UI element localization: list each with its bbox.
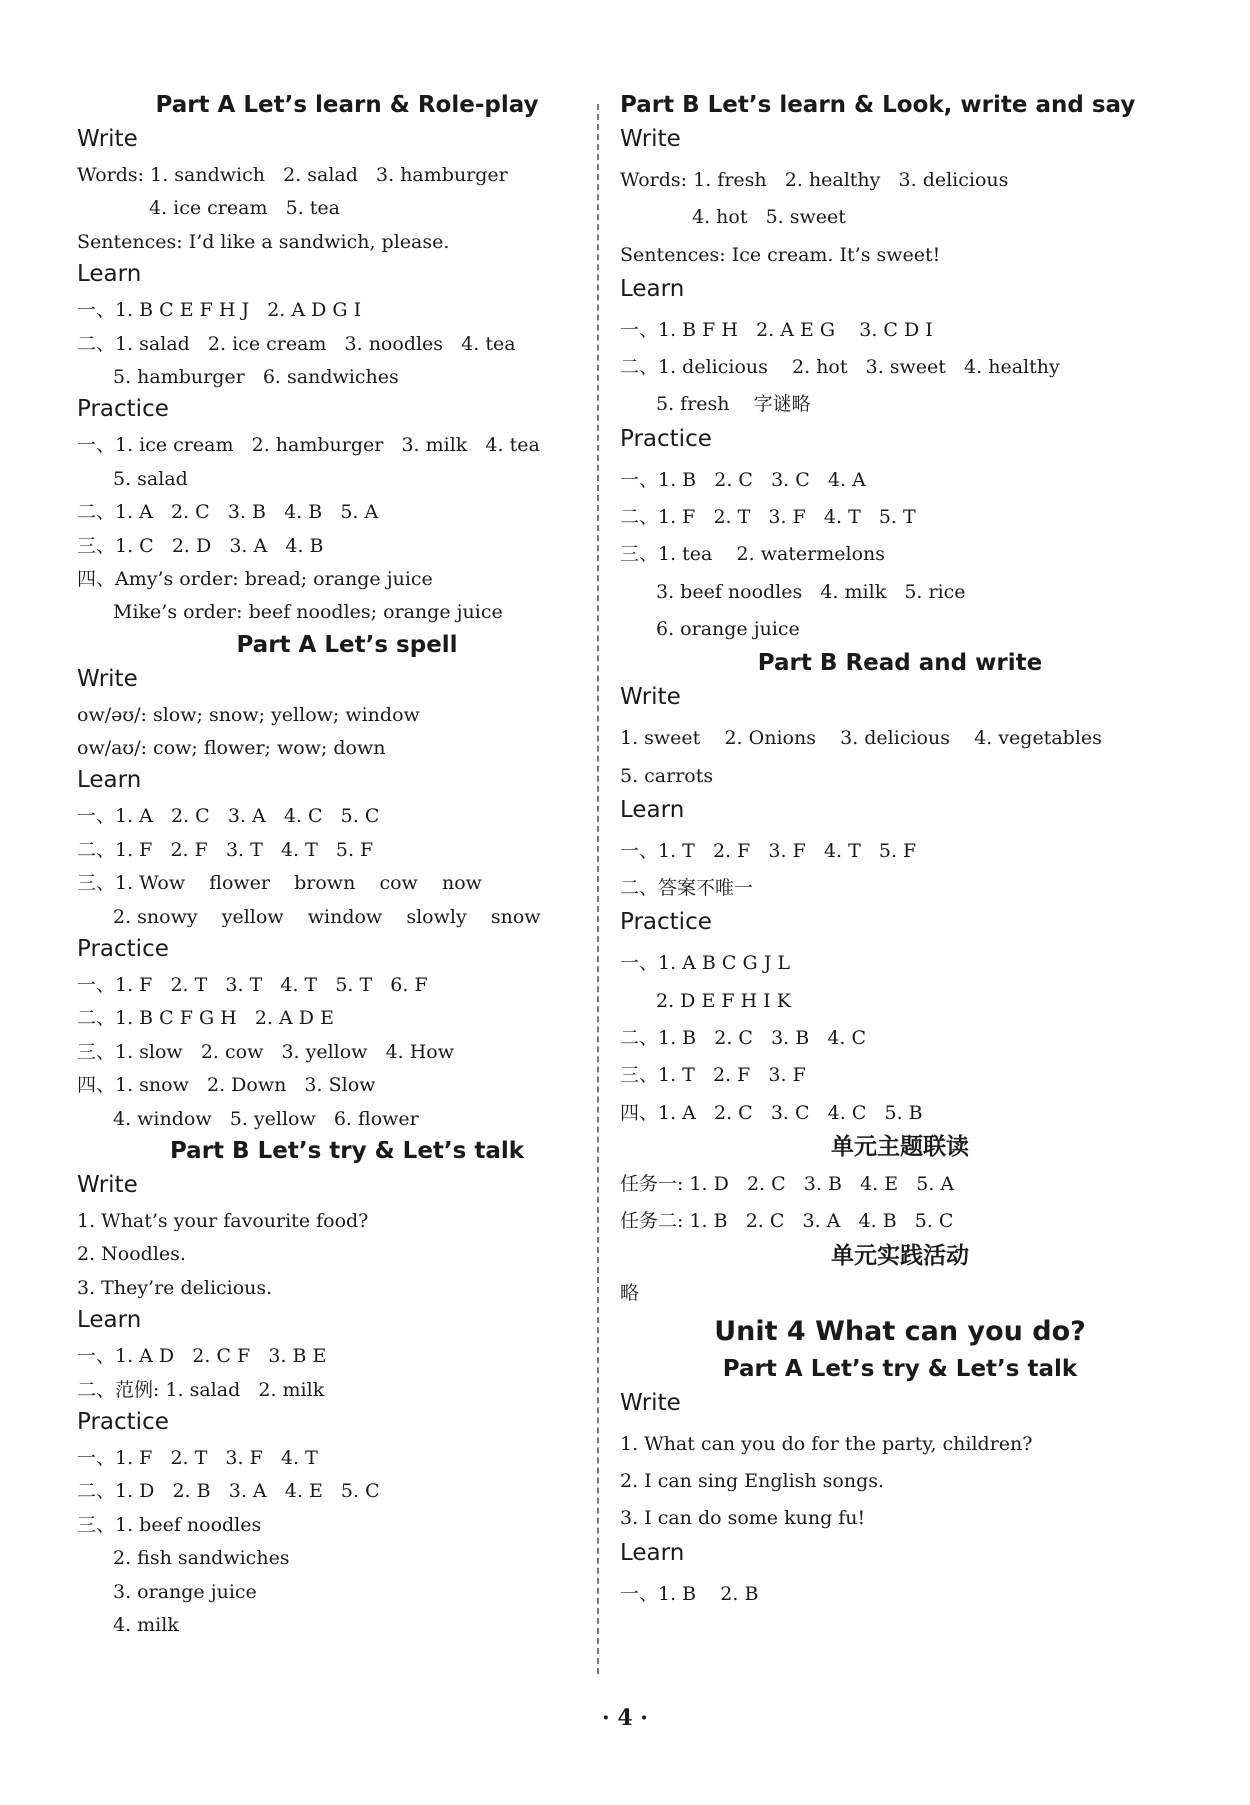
- answer-line: 1. What can you do for the party, children?: [620, 1432, 1033, 1455]
- answer-line: 4. hot 5. sweet: [692, 206, 846, 229]
- section-title: Part A Let’s learn & Role-play: [155, 92, 539, 118]
- answer-line: Words: 1. sandwich 2. salad 3. hamburger: [77, 164, 508, 186]
- answer-line: 二、范例: 1. salad 2. milk: [77, 1378, 325, 1401]
- answer-line: 二、1. D 2. B 3. A 4. E 5. C: [77, 1480, 380, 1503]
- subsection-practice: Practice: [77, 1408, 169, 1435]
- section-title: Part B Let’s try & Let’s talk: [169, 1137, 525, 1164]
- answer-line: Mike’s order: beef noodles; orange juice: [113, 601, 503, 624]
- answer-line: 4. ice cream 5. tea: [149, 197, 340, 220]
- answer-line: 四、1. A 2. C 3. C 4. C 5. B: [620, 1101, 923, 1124]
- answer-line: 2. fish sandwiches: [113, 1547, 290, 1570]
- subsection-write: Write: [620, 684, 681, 711]
- answer-line: Words: 1. fresh 2. healthy 3. delicious: [620, 169, 1009, 191]
- answer-line: 3. orange juice: [113, 1580, 257, 1603]
- subsection-write: Write: [77, 665, 138, 692]
- subsection-learn: Learn: [77, 767, 142, 794]
- answer-line: 二、1. salad 2. ice cream 3. noodles 4. tea: [77, 332, 516, 355]
- answer-line: 四、1. snow 2. Down 3. Slow: [77, 1074, 376, 1097]
- answer-line: Sentences: Ice cream. It’s sweet!: [620, 243, 941, 266]
- answer-line: 三、1. T 2. F 3. F: [620, 1064, 806, 1087]
- page-number: · 4 ·: [602, 1705, 648, 1731]
- answer-line: 一、1. B 2. C 3. C 4. A: [620, 468, 866, 491]
- answer-line: Sentences: I’d like a sandwich, please.: [77, 230, 450, 253]
- subsection-learn: Learn: [620, 1539, 685, 1566]
- answer-line: ow/aʊ/: cow; flower; wow; down: [77, 737, 386, 760]
- answer-line: 二、1. B 2. C 3. B 4. C: [620, 1027, 867, 1050]
- subsection-write: Write: [620, 1389, 681, 1416]
- answer-line: 四、Amy’s order: bread; orange juice: [77, 567, 433, 590]
- answer-line: 二、1. F 2. T 3. F 4. T 5. T: [620, 506, 916, 529]
- answer-line: 一、1. ice cream 2. hamburger 3. milk 4. tea: [77, 434, 540, 457]
- answer-line: 略: [620, 1281, 640, 1304]
- subsection-practice: Practice: [77, 396, 169, 423]
- answer-line: 3. I can do some kung fu!: [620, 1507, 866, 1530]
- answer-line: 6. orange juice: [656, 617, 800, 640]
- subsection-practice: Practice: [620, 425, 712, 452]
- subsection-learn: Learn: [620, 796, 685, 823]
- answer-line: 二、答案不唯一: [620, 877, 754, 900]
- left-column: [77, 90, 617, 1642]
- answer-line: 2. snowy yellow window slowly snow: [113, 905, 541, 928]
- answer-line: 二、1. B C F G H 2. A D E: [77, 1007, 334, 1030]
- answer-line: 任务一: 1. D 2. C 3. B 4. E 5. A: [620, 1172, 955, 1195]
- subsection-learn: Learn: [77, 1307, 142, 1334]
- answer-line: 一、1. B F H 2. A E G 3. C D I: [620, 318, 933, 341]
- answer-line: 三、1. Wow flower brown cow now: [77, 872, 482, 895]
- answer-line: 4. milk: [113, 1613, 179, 1636]
- answer-line: 三、1. tea 2. watermelons: [620, 543, 886, 566]
- subsection-learn: Learn: [620, 275, 685, 302]
- answer-line: 5. salad: [113, 467, 188, 490]
- answer-line: 一、1. B 2. B: [620, 1582, 759, 1605]
- answer-line: 二、1. delicious 2. hot 3. sweet 4. healthy: [620, 356, 1060, 379]
- answer-line: 3. beef noodles 4. milk 5. rice: [656, 580, 966, 603]
- answer-line: 一、1. B C E F H J 2. A D G I: [77, 299, 362, 322]
- subsection-practice: Practice: [620, 909, 712, 936]
- answer-line: 三、1. beef noodles: [77, 1513, 262, 1536]
- answer-line: 三、1. slow 2. cow 3. yellow 4. How: [77, 1040, 455, 1063]
- answer-line: 1. What’s your favourite food?: [77, 1209, 369, 1232]
- answer-line: 一、1. A 2. C 3. A 4. C 5. C: [77, 805, 380, 828]
- answer-line: 2. D E F H I K: [656, 989, 791, 1012]
- answer-line: 二、1. A 2. C 3. B 4. B 5. A: [77, 501, 379, 524]
- section-title: Part B Read and write: [757, 650, 1043, 677]
- answer-line: 3. They’re delicious.: [77, 1276, 273, 1299]
- answer-line: 5. fresh 字谜略: [656, 393, 811, 416]
- answer-line: 1. sweet 2. Onions 3. delicious 4. vegetables: [620, 727, 1102, 750]
- section-title: Part B Let’s learn & Look, write and say: [620, 92, 1136, 118]
- section-title: Part A Let’s try & Let’s talk: [722, 1355, 1078, 1382]
- answer-line: 三、1. C 2. D 3. A 4. B: [77, 534, 324, 557]
- section-title: 单元实践活动: [831, 1242, 969, 1269]
- subsection-write: Write: [620, 126, 681, 152]
- section-title: 单元主题联读: [831, 1133, 969, 1160]
- unit-title: Unit 4 What can you do?: [714, 1315, 1086, 1347]
- subsection-write: Write: [77, 126, 138, 152]
- answer-line: ow/əʊ/: slow; snow; yellow; window: [77, 703, 420, 726]
- section-title: Part A Let’s spell: [236, 631, 458, 658]
- answer-line: 5. carrots: [620, 764, 714, 787]
- answer-line: 任务二: 1. B 2. C 3. A 4. B 5. C: [620, 1210, 954, 1233]
- answer-line: 一、1. F 2. T 3. F 4. T: [77, 1446, 318, 1469]
- answer-line: 一、1. T 2. F 3. F 4. T 5. F: [620, 839, 917, 862]
- subsection-learn: Learn: [77, 261, 142, 288]
- subsection-practice: Practice: [77, 936, 169, 963]
- answer-line: 一、1. F 2. T 3. T 4. T 5. T 6. F: [77, 974, 428, 997]
- answer-line: 二、1. F 2. F 3. T 4. T 5. F: [77, 838, 374, 861]
- answer-line: 一、1. A D 2. C F 3. B E: [77, 1345, 327, 1368]
- answer-line: 4. window 5. yellow 6. flower: [113, 1107, 419, 1130]
- answer-line: 一、1. A B C G J L: [620, 952, 790, 975]
- answer-line: 2. Noodles.: [77, 1243, 186, 1266]
- answer-line: 2. I can sing English songs.: [620, 1470, 885, 1493]
- subsection-write: Write: [77, 1171, 138, 1198]
- right-column: [620, 90, 1180, 1613]
- answer-line: 5. hamburger 6. sandwiches: [113, 365, 399, 388]
